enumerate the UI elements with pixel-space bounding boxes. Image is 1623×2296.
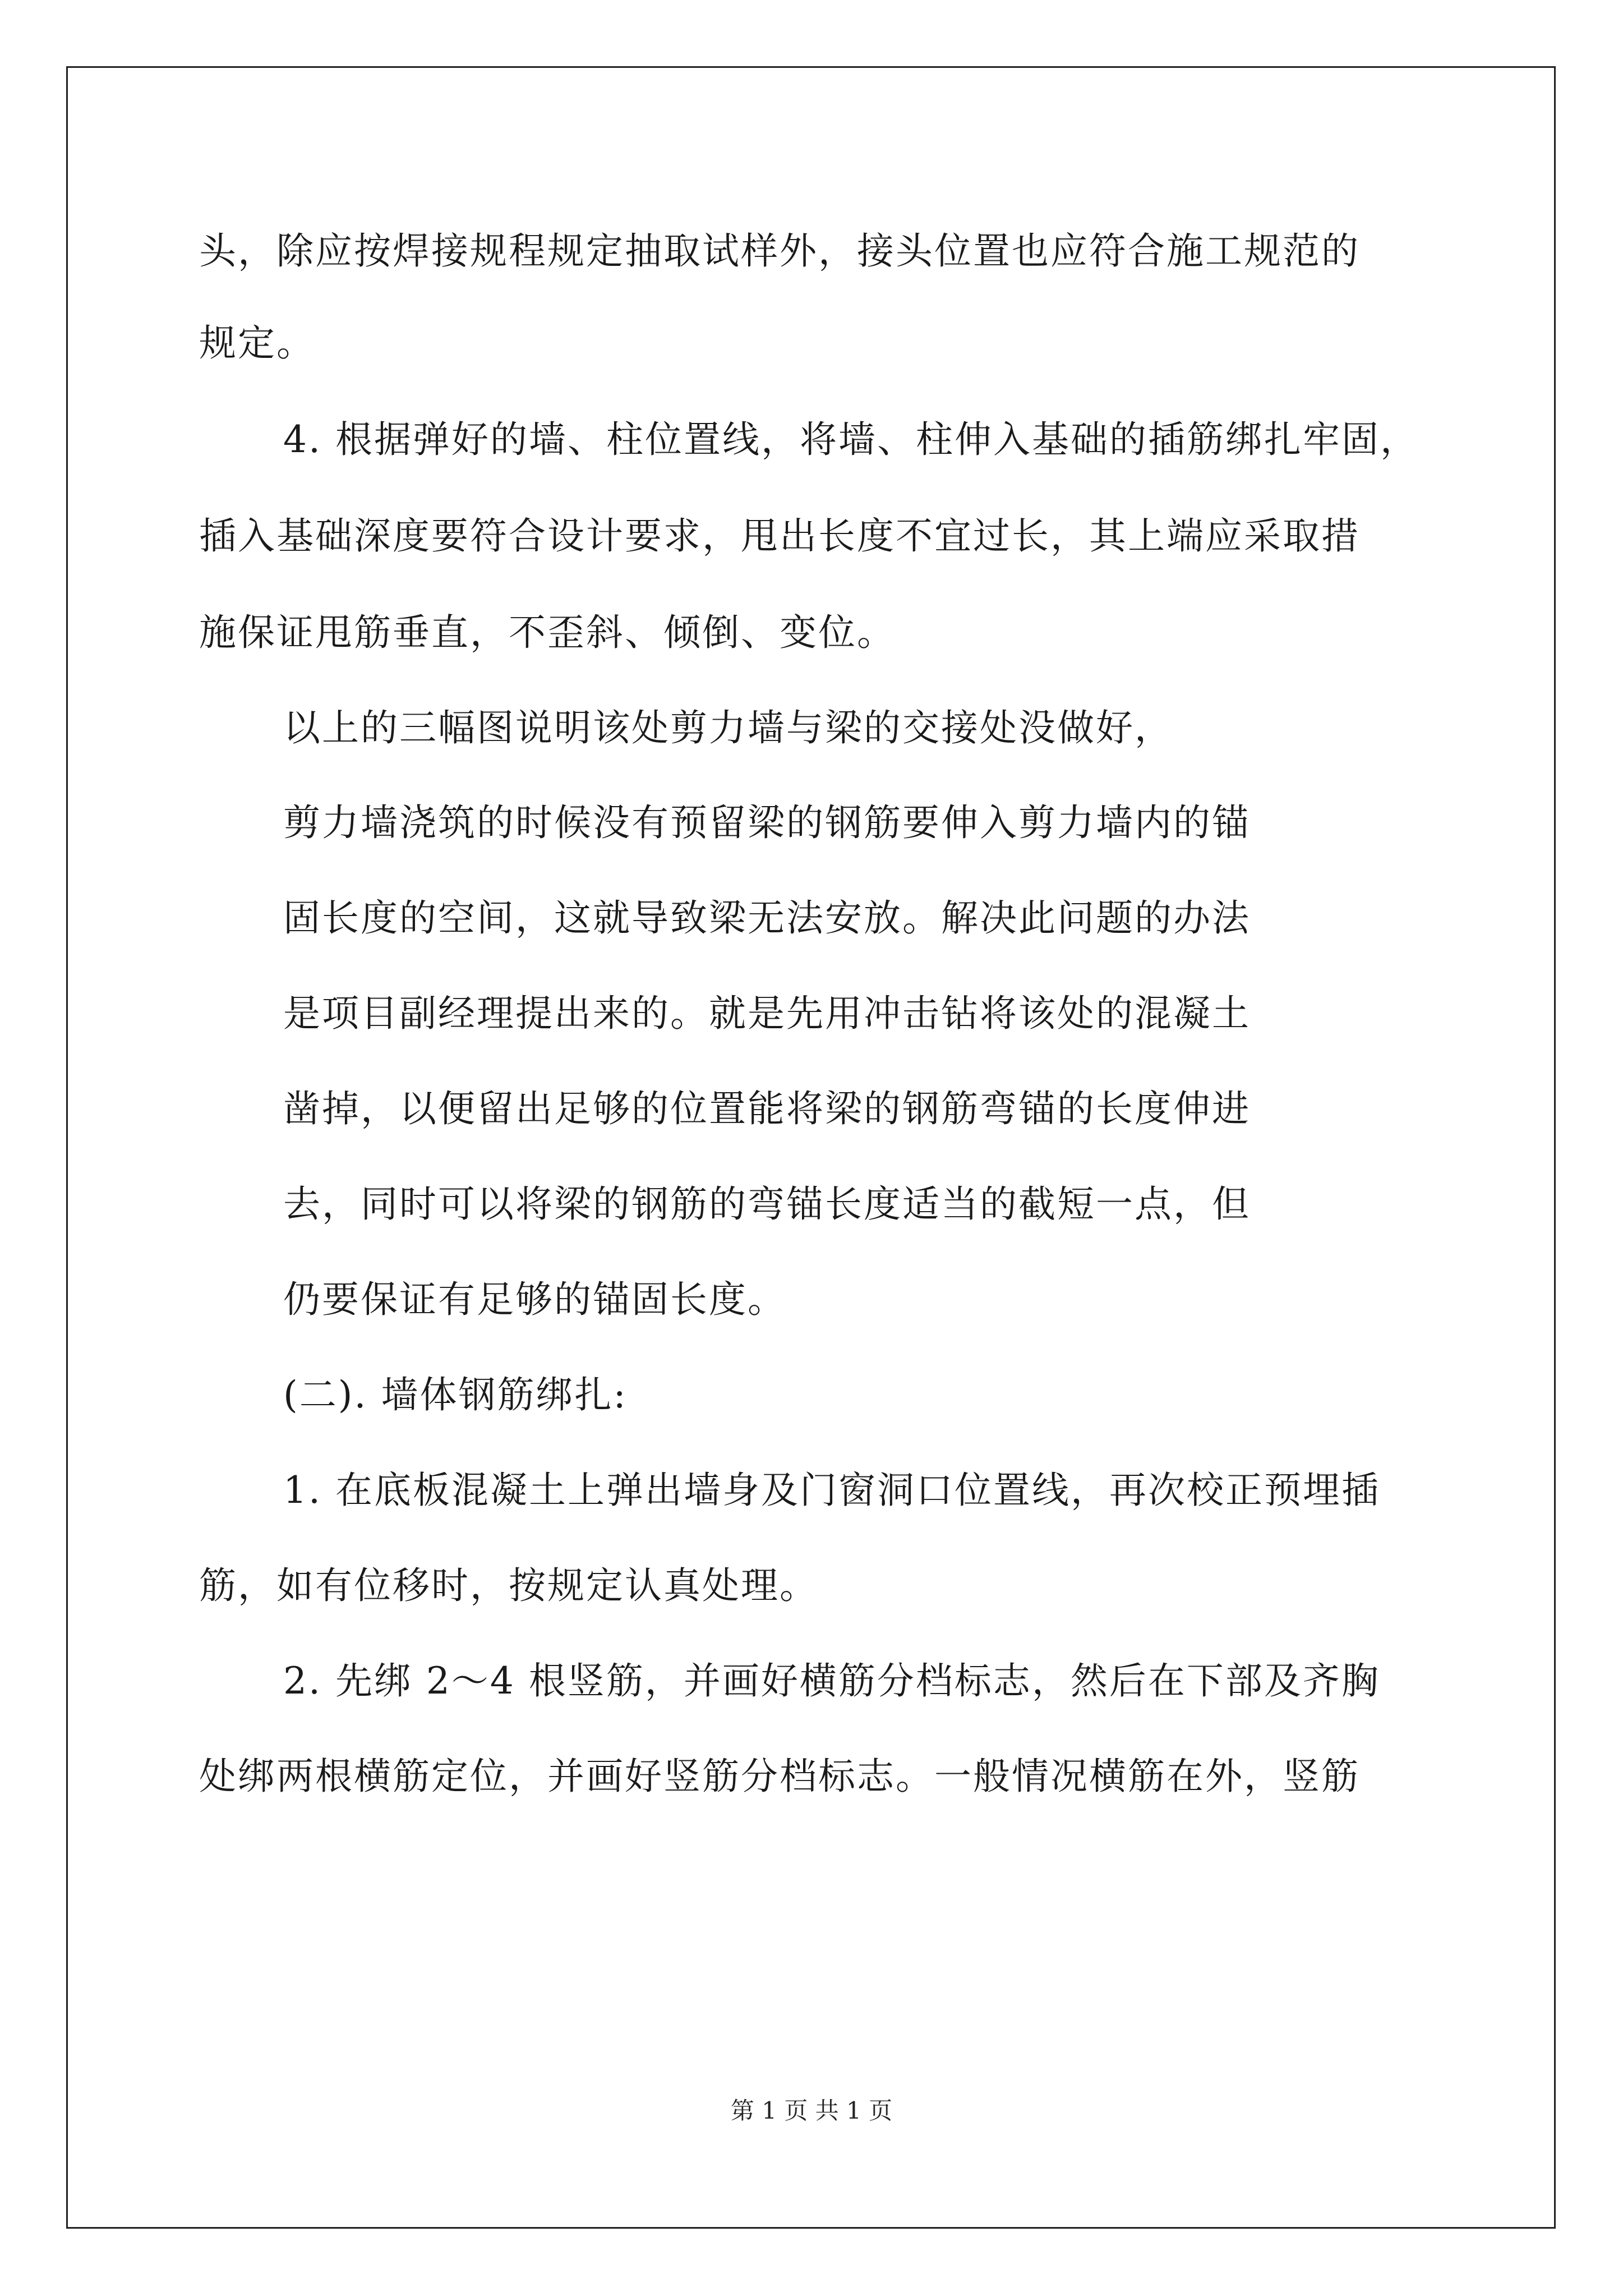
paragraph-line: 固长度的空间，这就导致梁无法安放。解决此问题的办法 bbox=[283, 896, 1251, 940]
paragraph-line: 仍要保证有足够的锚固长度。 bbox=[283, 1278, 786, 1321]
paragraph-line: 凿掉，以便留出足够的位置能将梁的钢筋弯锚的长度伸进 bbox=[283, 1087, 1251, 1130]
page-number-footer: 第 1 页 共 1 页 bbox=[730, 2097, 893, 2124]
paragraph-line: 1. 在底板混凝土上弹出墙身及门窗洞口位置线，再次校正预埋插 bbox=[283, 1469, 1380, 1512]
page-border bbox=[66, 66, 1556, 2229]
paragraph-line: 剪力墙浇筑的时候没有预留梁的钢筋要伸入剪力墙内的锚 bbox=[283, 801, 1251, 844]
paragraph-line: 筋，如有位移时，按规定认真处理。 bbox=[199, 1564, 818, 1607]
paragraph-line: 以上的三幅图说明该处剪力墙与梁的交接处没做好， bbox=[283, 706, 1173, 749]
paragraph-line: 去，同时可以将梁的钢筋的弯锚长度适当的截短一点，但 bbox=[283, 1182, 1251, 1226]
paragraph-line: 4. 根据弹好的墙、柱位置线，将墙、柱伸入基础的插筋绑扎牢固， bbox=[283, 418, 1419, 461]
paragraph-line: 施保证甩筋垂直，不歪斜、倾倒、变位。 bbox=[199, 611, 896, 654]
paragraph-line: 2. 先绑 2～4 根竖筋，并画好横筋分档标志，然后在下部及齐胸 bbox=[283, 1659, 1380, 1703]
paragraph-line: 头，除应按焊接规程规定抽取试样外，接头位置也应符合施工规范的 bbox=[199, 229, 1360, 273]
paragraph-line: 规定。 bbox=[199, 321, 315, 365]
section-heading: (二). 墙体钢筋绑扎: bbox=[283, 1373, 628, 1416]
paragraph-line: 处绑两根横筋定位，并画好竖筋分档标志。一般情况横筋在外，竖筋 bbox=[199, 1755, 1360, 1798]
paragraph-line: 插入基础深度要符合设计要求，甩出长度不宜过长，其上端应采取措 bbox=[199, 514, 1360, 558]
paragraph-line: 是项目副经理提出来的。就是先用冲击钻将该处的混凝土 bbox=[283, 992, 1251, 1035]
